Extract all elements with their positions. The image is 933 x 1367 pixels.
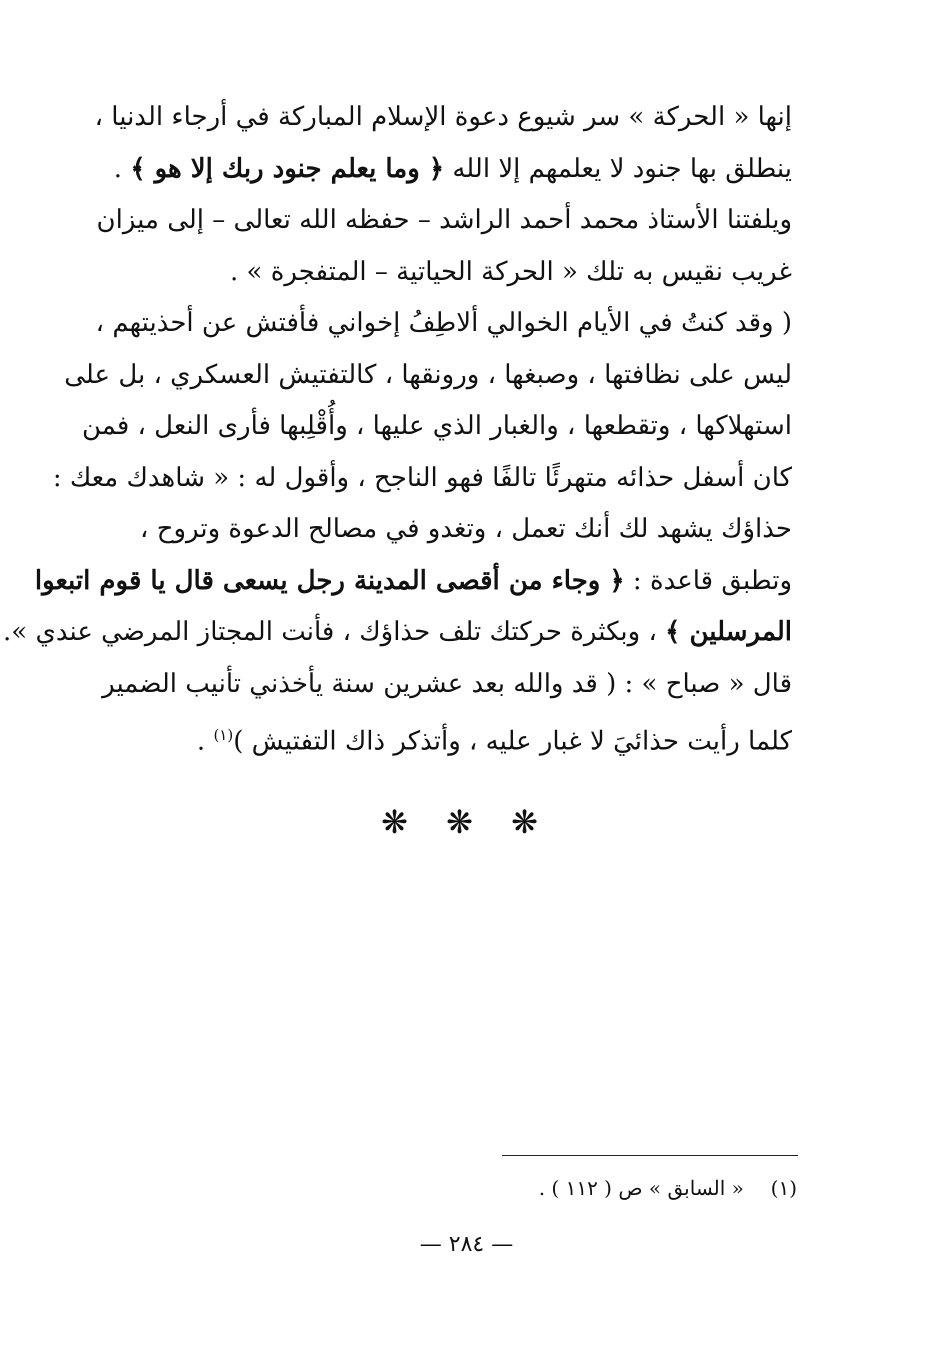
page-number: — ٢٨٤ — bbox=[419, 1232, 514, 1257]
text-line: كان أسفل حذائه متهرئًا تالفًا فهو الناجح ، وأقول له : « شاهدك معك : bbox=[52, 462, 792, 493]
footnote bbox=[300, 1176, 797, 1200]
text-segment: كلما رأيت حذائيَ لا غبار عليه ، وأتذكر ذاك التفتيش ) bbox=[233, 726, 792, 757]
text-line: استهلاكها ، وتقطعها ، والغبار الذي عليها ، وأُقْلِبها فأرى النعل ، فمن bbox=[82, 411, 792, 441]
text-line: قال « صباح » : ( قد والله بعد عشرين سنة يأخذني تأنيب الضمير bbox=[102, 668, 792, 699]
text-segment: ينطلق بها جنود لا يعلمهم إلا الله bbox=[452, 153, 792, 184]
text-line bbox=[3, 607, 792, 659]
footnote-divider bbox=[502, 1155, 798, 1156]
text-line: حذاؤك يشهد لك أنك تعمل ، وتغدو في مصالح الدعوة وتروح ، bbox=[140, 514, 792, 544]
quran-quote: المرسلين ﴾ bbox=[665, 617, 792, 647]
footnote-marker: (١) bbox=[770, 1176, 797, 1200]
text-line: ( وقد كنتُ في الأيام الخوالي ألاطِفُ إخواني فأفتش عن أحذيتهم ، bbox=[95, 308, 792, 338]
section-ornament: ❋ ❋ ❋ bbox=[381, 803, 552, 841]
text-line bbox=[34, 556, 792, 608]
footnote-reference: (١) bbox=[213, 726, 234, 744]
quran-quote: ﴿ وما يعلم جنود ربك إلا هو ﴾ bbox=[130, 153, 445, 184]
text-segment: . bbox=[196, 726, 214, 757]
text-line: غريب نقيس به تلك « الحركة الحياتية – المتفجرة » . bbox=[230, 256, 792, 287]
text-segment: ، وبكثرة حركتك تلف حذاؤك ، فأنت المجتاز المرضي عندي ». bbox=[3, 617, 657, 647]
main-text bbox=[3, 92, 792, 768]
text-line bbox=[92, 710, 792, 768]
text-line: ويلفتنا الأستاذ محمد أحمد الراشد – حفظه الله تعالى – إلى ميزان bbox=[96, 205, 792, 235]
text-line: إنها « الحركة » سر شيوع دعوة الإسلام المباركة في أرجاء الدنيا ، bbox=[94, 102, 792, 132]
text-line: ليس على نظافتها ، وصبغها ، ورونقها ، كالتفتيش العسكري ، بل على bbox=[64, 359, 792, 390]
text-segment: وتطبق قاعدة : bbox=[632, 565, 792, 596]
quran-quote: ﴿ وجاء من أقصى المدينة رجل يسعى قال يا قوم اتبعوا bbox=[34, 565, 625, 596]
text-segment: . bbox=[113, 153, 131, 184]
text-line bbox=[92, 144, 792, 196]
footnote-text: « السابق » ص ( ١١٢ ) . bbox=[538, 1176, 744, 1200]
